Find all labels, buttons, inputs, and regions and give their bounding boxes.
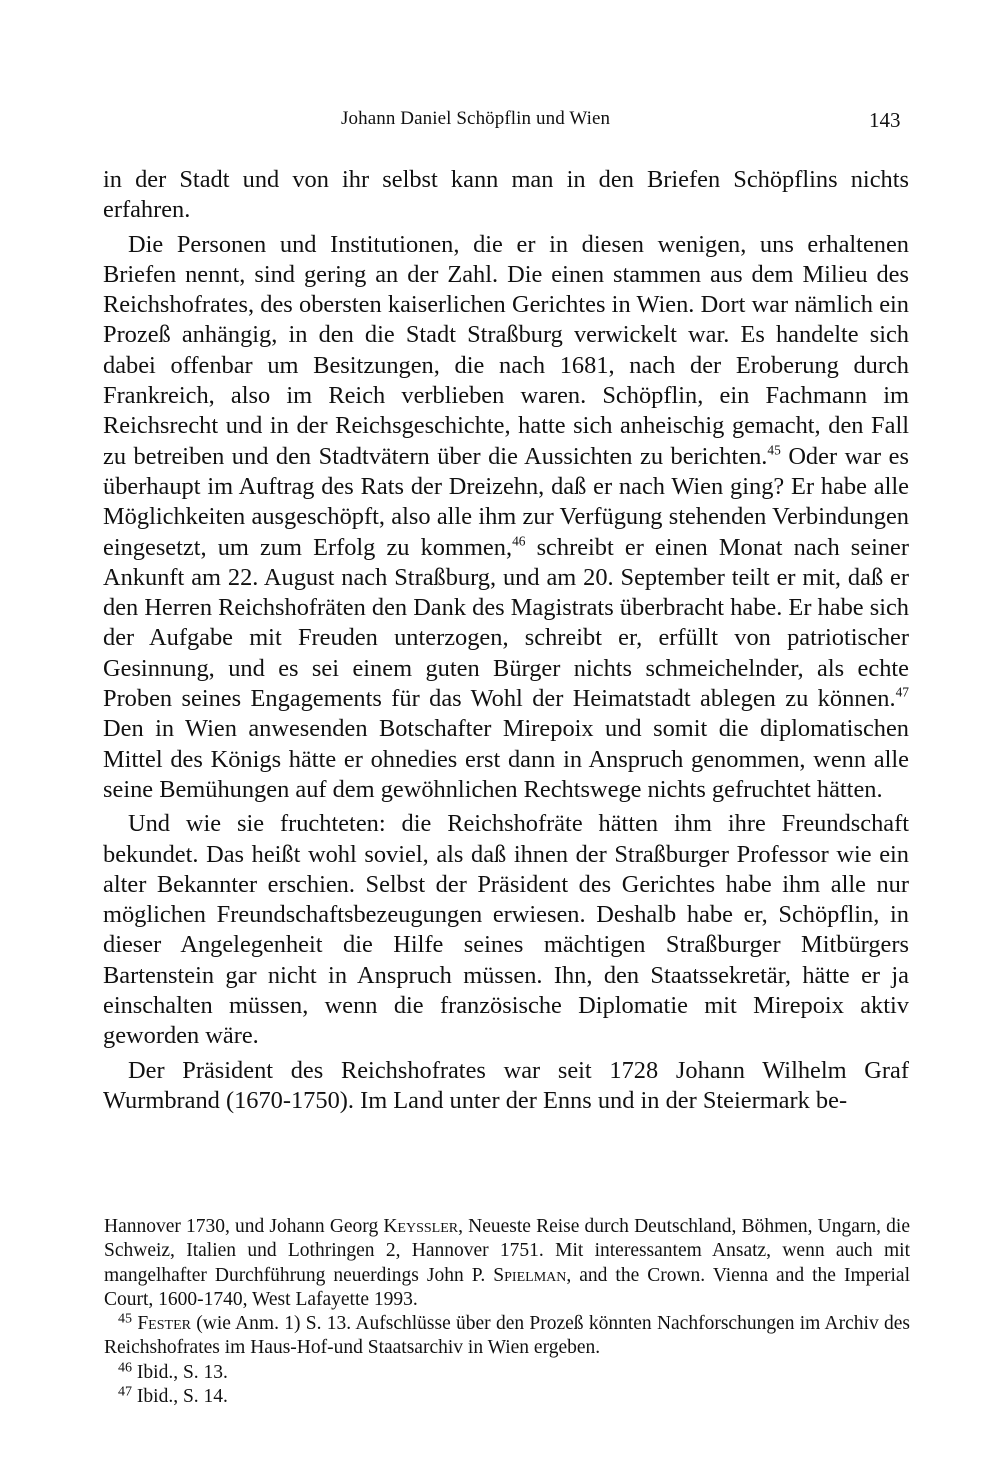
page-number: 143 bbox=[869, 108, 901, 132]
paragraph-2-part-b: Oder war es überhaupt im Auftrag des Rats der Dreizehn, daß er nach Wien ging? Er habe alle Möglichkeiten ausgeschöpft, also alle ihm zur Verfügung stehenden Verbindungen eingesetzt, um zum Erfolg zu kommen, bbox=[103, 442, 910, 561]
paragraph-4: Der Präsident des Reichshofrates war seit 1728 Johann Wilhelm Graf Wurmbrand (1670-1750). Im Land unter der Enns und in der Steiermark be- bbox=[103, 1056, 909, 1114]
paragraph-1: in der Stadt und von ihr selbst kann man in den Briefen Schöpflins nichts erfahren. bbox=[103, 166, 909, 224]
paragraph-2-part-d: Den in Wien anwesenden Botschafter Mirepoix und somit die diplomatischen Mittel des Königs hätte er ohnedies erst dann in Anspruch genommen, wenn alle seine Bemühungen auf dem gewöhnlichen Rechtswege nichts gefruchtet hätten. bbox=[103, 715, 909, 803]
footnote-ref-46: 46 bbox=[512, 533, 526, 549]
footnote-continuation-text-a: Hannover 1730, und Johann Georg bbox=[104, 1216, 384, 1237]
footnote-number-46: 46 bbox=[118, 1359, 133, 1376]
paragraph-2-part-a: Die Personen und Institutionen, die er in diesen wenigen, uns erhaltenen Briefen nennt, sind gering an der Zahl. Die einen stammen aus dem Milieu des Reichshofrates, des obersten kaiserlichen Gerichtes in Wien. Dort war nämlich ein Prozeß anhängig, in den die Stadt Straßburg verwickelt war. Es handelte sich dabei offenbar um Besitzungen, die nach 1681, nach der Eroberung durch Frankreich, also im Reich verblieben waren. Schöpflin, ein Fachmann im Reichsrecht und in der Reichsgeschichte, hatte sich anheischig gemacht, den Fall zu betreiben und den Stadtvätern über die Aussichten zu berichten. bbox=[103, 230, 909, 470]
footnotes bbox=[104, 1215, 910, 1409]
footnote-45-text: (wie Anm. 1) S. 13. Aufschlüsse über den Prozeß könnten Nachforschungen im Archiv des Reichshofrates im Haus-Hof-und Staatsarchiv in Wien ergeben. bbox=[104, 1313, 910, 1359]
footnote-ref-45: 45 bbox=[767, 442, 781, 458]
paragraph-2-part-c: schreibt er einen Monat nach seiner Ankunft am 22. August nach Straßburg, und am 20. September teilt er mit, daß er den Herren Reichshofräten den Dank des Magistrats überbracht habe. Er habe sich der Aufgabe mit Freuden unterzogen, schreibt er, erfüllt von patriotischer Gesinnung, und es sei einem guten Bürger nichts schmeichelnder, als echte Proben seines Engagements für das Wohl der Heimatstadt ablegen zu können. bbox=[103, 533, 909, 713]
running-title: Johann Daniel Schöpflin und Wien bbox=[341, 108, 611, 129]
footnote-46-text: Ibid., S. 13. bbox=[132, 1361, 228, 1383]
author-name-fester: Fester bbox=[137, 1313, 191, 1335]
author-name-keyssler: Keyßler bbox=[383, 1216, 459, 1237]
footnote-continuation bbox=[104, 1215, 910, 1312]
main-text bbox=[103, 165, 909, 1116]
paragraph-2 bbox=[103, 230, 909, 806]
footnote-45 bbox=[104, 1312, 910, 1361]
footnote-continuation-text-b: , Neueste Reise durch Deutschland, Böhmen, Ungarn, die Schweiz, Italien und Lothringen 2, Hannover 1751. Mit interessantem Ansatz, wenn auch mit mangelhafter Durchführung neuerdings John P. bbox=[104, 1216, 910, 1286]
footnote-number-47: 47 bbox=[118, 1383, 133, 1400]
footnote-number-45: 45 bbox=[118, 1310, 133, 1327]
footnote-continuation-text-c: , and the Crown. Vienna and the Imperial Court, 1600-1740, West Lafayette 1993. bbox=[104, 1264, 910, 1310]
author-name-spielman: Spielman bbox=[493, 1264, 567, 1286]
paragraph-3: Und wie sie fruchteten: die Reichshofräte hätten ihm ihre Freundschaft bekundet. Das heißt wohl soviel, als daß ihnen der Straßburger Professor wie ein alter Bekannter erschien. Selbst der Präsident des Gerichtes habe ihm alle nur möglichen Freundschaftsbezeugungen erwiesen. Deshalb habe er, Schöpflin, in dieser Angelegenheit die Hilfe seines mächtigen Straßburger Mitbürgers Bartenstein gar nicht in Anspruch müssen. Ihn, den Staatssekretär, hätte er ja einschalten müssen, wenn die französische Diplomatie mit Mirepoix aktiv geworden wäre. bbox=[103, 810, 909, 1050]
footnote-47 bbox=[104, 1385, 910, 1409]
footnote-47-text: Ibid., S. 14. bbox=[132, 1386, 228, 1408]
footnote-46 bbox=[104, 1361, 910, 1385]
footnote-ref-47: 47 bbox=[895, 684, 909, 700]
